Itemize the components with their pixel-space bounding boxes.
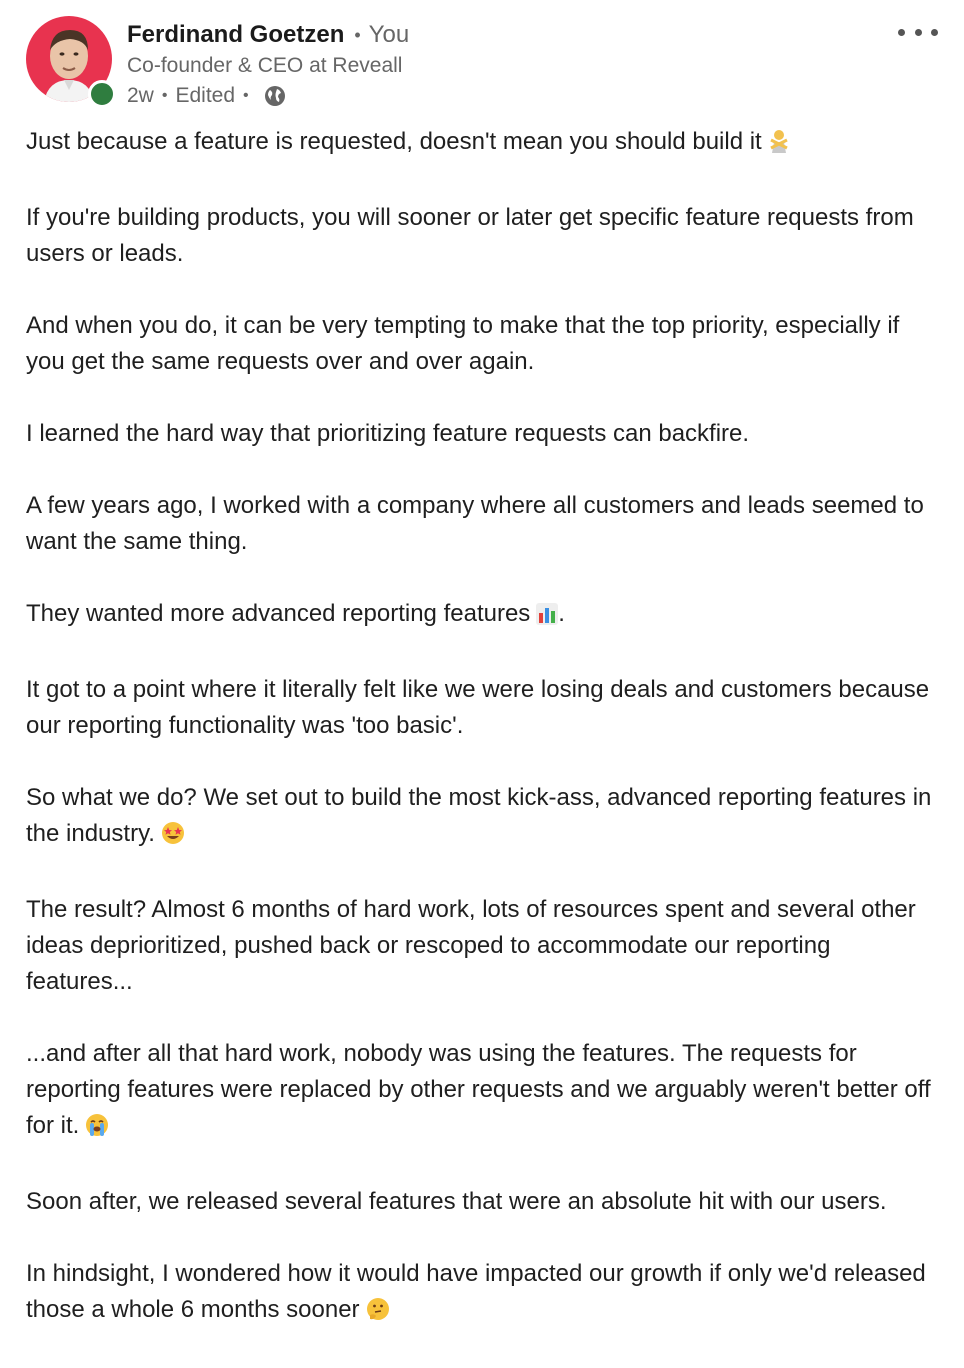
author-name[interactable]: Ferdinand Goetzen: [127, 21, 345, 48]
author-relation: You: [368, 21, 410, 48]
thinking-face-emoji: [366, 1296, 390, 1332]
globe-icon: [263, 84, 287, 108]
edited-label: Edited: [175, 84, 236, 107]
avatar[interactable]: [26, 16, 112, 102]
post-meta: [127, 82, 287, 110]
more-options-button[interactable]: [898, 22, 938, 42]
post-paragraph: They wanted more advanced reporting features .: [26, 596, 938, 636]
post-paragraph: And when you do, it can be very tempting to make that the top priority, especially if you get the same requests over and over again.: [26, 312, 900, 375]
separator-dot: •: [354, 24, 361, 45]
post-paragraph: I learned the hard way that prioritizing feature requests can backfire.: [26, 420, 750, 447]
loudly-crying-face-emoji: [85, 1112, 109, 1148]
post-paragraph: It got to a point where it literally felt like we were losing deals and customers because our reporting functionality was 'too basic'.: [26, 676, 930, 739]
more-dot-icon: [915, 29, 922, 36]
separator-dot: •: [161, 87, 168, 104]
more-dot-icon: [931, 29, 938, 36]
bar-chart-emoji: [536, 600, 558, 636]
post-paragraph: ...and after all that hard work, nobody was using the features. The requests for reporting features were replaced by other requests and we arguably weren't better off for it.: [26, 1036, 938, 1148]
separator-dot: •: [243, 87, 249, 104]
post-paragraph: The result? Almost 6 months of hard work, lots of resources spent and several other ideas deprioritized, pushed back or rescoped to accommodate our reporting features...: [26, 896, 916, 995]
star-struck-emoji: [161, 820, 185, 856]
post-paragraph: A few years ago, I worked with a company where all customers and leads seemed to want the same thing.: [26, 492, 924, 555]
person-gesturing-no-emoji: [768, 128, 790, 164]
post-paragraph: If you're building products, you will sooner or later get specific feature requests from users or leads.: [26, 204, 914, 267]
author-headline: Co-founder & CEO at Reveall: [127, 54, 403, 77]
post-paragraph: Just because a feature is requested, doesn't mean you should build it: [26, 124, 938, 164]
online-status-indicator: [88, 80, 116, 108]
post-time[interactable]: 2w: [127, 84, 154, 107]
post-body: [26, 124, 938, 1368]
author-line: [127, 20, 409, 50]
post-paragraph: Soon after, we released several features that were an absolute hit with our users.: [26, 1188, 887, 1215]
more-dot-icon: [898, 29, 905, 36]
post-paragraph: So what we do? We set out to build the most kick-ass, advanced reporting features in the industry.: [26, 780, 938, 856]
post-paragraph: In hindsight, I wondered how it would have impacted our growth if only we'd released those a whole 6 months sooner: [26, 1256, 938, 1332]
